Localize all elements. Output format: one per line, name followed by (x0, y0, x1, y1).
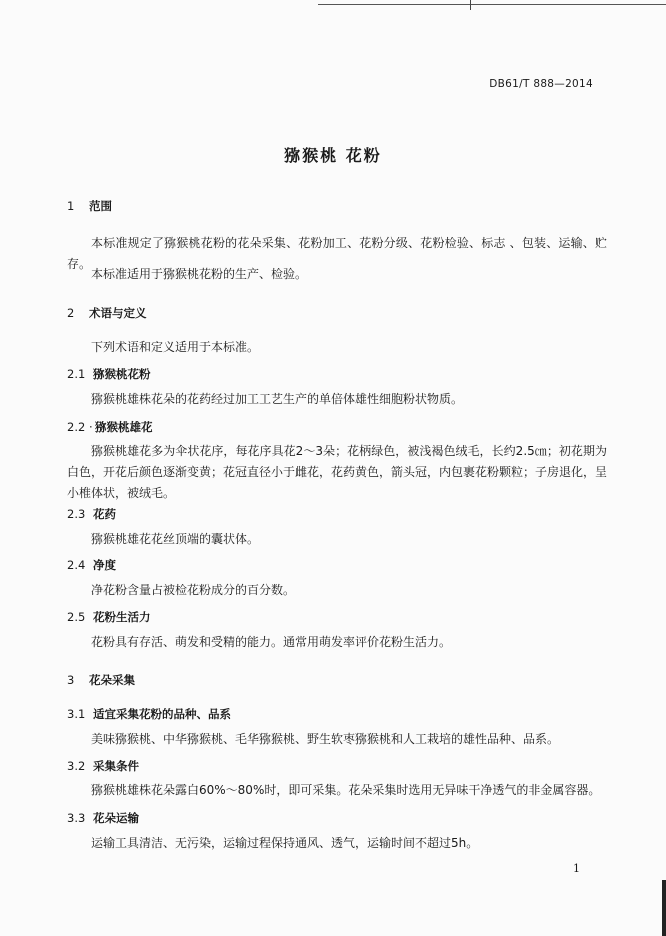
term-number: 2.4 (67, 558, 86, 572)
term-number: 2.1 (67, 367, 86, 381)
section-number: 2 (67, 306, 75, 320)
term-heading (67, 609, 151, 625)
term-heading (67, 557, 116, 573)
term-title: 花药 (93, 507, 116, 521)
section-title: 术语与定义 (89, 306, 147, 320)
subsection-heading (67, 810, 139, 826)
scope-paragraph-2: 本标准适用于猕猴桃花粉的生产、检验。 (91, 267, 308, 281)
subsection-number: 3.3 (67, 811, 86, 825)
scope-paragraph-1: 本标准规定了猕猴桃花粉的花朵采集、花粉加工、花粉分级、花粉检验、标志 、包装、运输、贮存。 (67, 236, 607, 271)
scan-border-line (318, 4, 666, 5)
subsection-title: 采集条件 (93, 759, 139, 773)
term-definition: 猕猴桃雄株花朵的花药经过加工工艺生产的单倍体雄性细胞粉状物质。 (91, 392, 464, 406)
scan-edge-shadow (662, 880, 666, 936)
section-heading-terms (67, 305, 147, 321)
page-number: 1 (573, 862, 580, 875)
term-heading (67, 506, 116, 522)
term-definition: 花粉具有存活、萌发和受精的能力。通常用萌发率评价花粉生活力。 (91, 635, 452, 649)
term-heading (67, 419, 153, 435)
section-number: 3 (67, 673, 75, 687)
term-definition: 猕猴桃雄花多为伞状花序，每花序具花2～3朵；花柄绿色，被浅褐色绒毛，长约2.5㎝；初花期为白色，开花后颜色逐渐变黄；花冠直径小于雌花，花药黄色，箭头冠，内包裹花粉颗粒；子房退化，呈小椎体状，被绒毛。 (67, 444, 608, 500)
subsection-heading (67, 706, 231, 722)
subsection-title: 适宜采集花粉的品种、品系 (93, 707, 231, 721)
term-number: 2.3 (67, 507, 86, 521)
subsection-number: 3.1 (67, 707, 86, 721)
subsection-number: 3.2 (67, 759, 86, 773)
section-number: 1 (67, 199, 75, 213)
section-heading-scope (67, 198, 112, 214)
document-title: 猕猴桃 花粉 (284, 146, 382, 165)
term-number: 2.2 · (67, 420, 93, 434)
term-heading (67, 366, 151, 382)
term-title: 猕猴桃雄花 (95, 420, 153, 434)
section-title: 范围 (89, 199, 112, 213)
subsection-text: 运输工具清洁、无污染，运输过程保持通风、透气，运输时间不超过5h。 (91, 836, 479, 850)
section-heading-flower-collection (67, 672, 135, 688)
term-definition: 猕猴桃雄花花丝顶端的囊状体。 (91, 532, 260, 546)
term-title: 净度 (93, 558, 116, 572)
term-title: 花粉生活力 (93, 610, 151, 624)
term-title: 猕猴桃花粉 (93, 367, 151, 381)
subsection-title: 花朵运输 (93, 811, 139, 825)
subsection-heading (67, 758, 139, 774)
document-code: DB61/T 888—2014 (489, 78, 593, 90)
subsection-text: 美味猕猴桃、中华猕猴桃、毛华猕猴桃、野生软枣猕猴桃和人工栽培的雄性品种、品系。 (91, 732, 560, 746)
term-definition: 净花粉含量占被检花粉成分的百分数。 (91, 583, 296, 597)
section-title: 花朵采集 (89, 673, 135, 687)
terms-intro: 下列术语和定义适用于本标准。 (91, 340, 260, 354)
term-number: 2.5 (67, 610, 86, 624)
subsection-text: 猕猴桃雄株花朵露白60%～80%时，即可采集。花朵采集时选用无异味干净透气的非金属容器。 (91, 783, 601, 797)
scan-mark (470, 0, 471, 10)
